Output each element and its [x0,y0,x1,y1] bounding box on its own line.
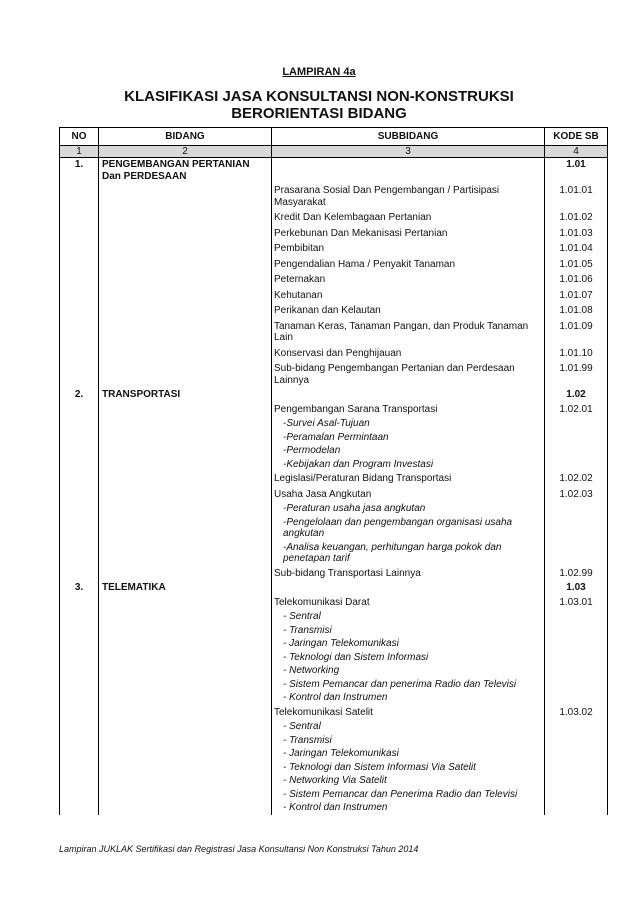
row-number [60,210,99,226]
subbidang-cell: - Networking [272,664,545,678]
row-number [60,651,99,665]
subbidang-cell: Usaha Jasa Angkutan [272,487,545,503]
subbidang-cell: - Jaringan Telekomunikasi [272,637,545,651]
kode-cell: 1.02.99 [545,566,608,582]
bidang-cell [99,705,272,721]
table-row [60,319,608,346]
subbidang-cell: - Kontrol dan Instrumen [272,801,545,815]
subbidang-cell: - Teknologi dan Sistem Informasi Via Satelit [272,761,545,775]
bidang-cell [99,624,272,638]
row-number [60,678,99,692]
table-row [60,664,608,678]
row-number [60,346,99,362]
bidang-cell [99,226,272,242]
table-row [60,346,608,362]
kode-cell [545,747,608,761]
kode-cell: 1.03 [545,581,608,595]
kode-cell: 1.03.02 [545,705,608,721]
kode-cell: 1.01.10 [545,346,608,362]
subbidang-cell: Sub-bidang Transportasi Lainnya [272,566,545,582]
kode-cell: 1.01.07 [545,288,608,304]
bidang-cell [99,417,272,431]
kode-cell [545,516,608,541]
kode-cell: 1.03.01 [545,595,608,611]
table-row [60,226,608,242]
subbidang-cell: Legislasi/Peraturan Bidang Transportasi [272,471,545,487]
bidang-cell [99,257,272,273]
row-number [60,431,99,445]
row-number [60,541,99,566]
table-row [60,417,608,431]
table-row [60,691,608,705]
row-number [60,761,99,775]
row-number [60,664,99,678]
table-row [60,272,608,288]
kode-cell: 1.01.99 [545,361,608,388]
row-number [60,610,99,624]
classification-table [59,127,608,815]
table-row [60,788,608,802]
subbidang-cell: -Kebijakan dan Program Investasi [272,458,545,472]
bidang-cell [99,774,272,788]
subbidang-cell: Perikanan dan Kelautan [272,303,545,319]
kode-cell [545,417,608,431]
subbidang-cell: Peternakan [272,272,545,288]
table-row [60,720,608,734]
row-number [60,458,99,472]
kode-cell [545,458,608,472]
kode-cell [545,502,608,516]
lampiran-label: LAMPIRAN 4a [282,66,356,78]
table-row [60,801,608,815]
table-row [60,610,608,624]
header-row [60,128,608,146]
kode-cell [545,610,608,624]
kode-cell: 1.01.01 [545,183,608,210]
column-number: 2 [99,146,272,158]
kode-cell [545,431,608,445]
bidang-cell [99,361,272,388]
subbidang-cell: - Sistem Pemancar dan Penerima Radio dan Televisi [272,788,545,802]
table-row [60,431,608,445]
row-number [60,303,99,319]
bidang-cell [99,637,272,651]
row-number [60,705,99,721]
row-number [60,691,99,705]
bidang-cell [99,502,272,516]
kode-cell [545,761,608,775]
kode-cell: 1.02 [545,388,608,402]
bidang-cell [99,272,272,288]
bidang-cell: TRANSPORTASI [99,388,272,402]
row-number [60,417,99,431]
kode-cell: 1.01.05 [545,257,608,273]
bidang-cell [99,747,272,761]
subbidang-cell: Tanaman Keras, Tanaman Pangan, dan Produk Tanaman Lain [272,319,545,346]
bidang-cell [99,595,272,611]
table-row [60,705,608,721]
bidang-cell [99,319,272,346]
bidang-cell [99,541,272,566]
subbidang-cell: Perkebunan Dan Mekanisasi Pertanian [272,226,545,242]
kode-cell: 1.02.01 [545,402,608,418]
table-row [60,210,608,226]
table-row [60,761,608,775]
bidang-cell [99,346,272,362]
row-number [60,516,99,541]
table-row [60,566,608,582]
column-number-row [60,146,608,158]
subbidang-cell: - Transmisi [272,624,545,638]
row-number [60,471,99,487]
row-number [60,319,99,346]
kode-cell [545,624,608,638]
row-number [60,444,99,458]
page-footer: Lampiran JUKLAK Sertifikasi dan Registrasi Jasa Konsultansi Non Konstruksi Tahun 2014 [59,844,419,854]
subbidang-cell: Pengembangan Sarana Transportasi [272,402,545,418]
kode-cell [545,444,608,458]
bidang-cell [99,734,272,748]
header-bidang: BIDANG [99,128,272,146]
subbidang-cell: - Networking Via Satelit [272,774,545,788]
row-number [60,272,99,288]
bidang-cell [99,678,272,692]
subbidang-cell: Telekomunikasi Satelit [272,705,545,721]
subbidang-cell [272,388,545,402]
column-number: 4 [545,146,608,158]
row-number [60,734,99,748]
table-row [60,487,608,503]
subbidang-cell: -Peraturan usaha jasa angkutan [272,502,545,516]
row-number [60,402,99,418]
subbidang-cell [272,581,545,595]
document-title [0,88,638,122]
kode-cell [545,774,608,788]
kode-cell: 1.01 [545,158,608,184]
row-number: 2. [60,388,99,402]
row-number [60,566,99,582]
kode-cell: 1.01.03 [545,226,608,242]
bidang-cell [99,458,272,472]
subbidang-cell: Sub-bidang Pengembangan Pertanian dan Perdesaan Lainnya [272,361,545,388]
table-row [60,241,608,257]
subbidang-cell: Kehutanan [272,288,545,304]
bidang-cell [99,516,272,541]
bidang-cell [99,691,272,705]
table-row [60,458,608,472]
row-number [60,241,99,257]
kode-cell: 1.02.02 [545,471,608,487]
bidang-cell: PENGEMBANGAN PERTANIAN Dan PERDESAAN [99,158,272,184]
bidang-cell [99,210,272,226]
bidang-cell [99,651,272,665]
subbidang-cell: Pengendalian Hama / Penyakit Tanaman [272,257,545,273]
kode-cell: 1.02.03 [545,487,608,503]
bidang-cell [99,241,272,257]
table-row [60,444,608,458]
bidang-cell [99,761,272,775]
bidang-cell [99,566,272,582]
bidang-cell [99,303,272,319]
subbidang-cell: -Pengelolaan dan pengembangan organisasi usaha angkutan [272,516,545,541]
row-number [60,361,99,388]
table-row [60,516,608,541]
kode-cell: 1.01.06 [545,272,608,288]
table-row [60,471,608,487]
kode-cell [545,788,608,802]
kode-cell: 1.01.04 [545,241,608,257]
subbidang-cell: -Permodelan [272,444,545,458]
row-number [60,288,99,304]
kode-cell: 1.01.08 [545,303,608,319]
subbidang-cell [272,158,545,184]
bidang-cell [99,288,272,304]
row-number [60,502,99,516]
row-number [60,595,99,611]
subbidang-cell: Konservasi dan Penghijauan [272,346,545,362]
subbidang-cell: Prasarana Sosial Dan Pengembangan / Partisipasi Masyarakat [272,183,545,210]
title-line-2: BERORIENTASI BIDANG [231,105,407,122]
header-kode: KODE SB [545,128,608,146]
row-number [60,774,99,788]
bidang-cell [99,444,272,458]
kode-cell [545,801,608,815]
bidang-cell [99,664,272,678]
table-row [60,581,608,595]
row-number [60,226,99,242]
subbidang-cell: Kredit Dan Kelembagaan Pertanian [272,210,545,226]
subbidang-cell: -Peramalan Permintaan [272,431,545,445]
column-number: 3 [272,146,545,158]
header-no: NO [60,128,99,146]
title-line-1: KLASIFIKASI JASA KONSULTANSI NON-KONSTRUKSI [124,88,514,105]
row-number [60,183,99,210]
kode-cell [545,651,608,665]
table-row [60,774,608,788]
bidang-cell [99,801,272,815]
subbidang-cell: - Sentral [272,720,545,734]
row-number [60,257,99,273]
row-number [60,788,99,802]
table-row [60,637,608,651]
header-subbidang: SUBBIDANG [272,128,545,146]
kode-cell [545,720,608,734]
subbidang-cell: - Jaringan Telekomunikasi [272,747,545,761]
row-number [60,487,99,503]
kode-cell: 1.01.02 [545,210,608,226]
kode-cell [545,637,608,651]
bidang-cell: TELEMATIKA [99,581,272,595]
bidang-cell [99,471,272,487]
subbidang-cell: - Kontrol dan Instrumen [272,691,545,705]
row-number [60,720,99,734]
table-row [60,678,608,692]
table-row [60,158,608,184]
table-row [60,183,608,210]
table-row [60,303,608,319]
table-row [60,595,608,611]
kode-cell [545,664,608,678]
table-row [60,541,608,566]
subbidang-cell: Pembibitan [272,241,545,257]
kode-cell [545,734,608,748]
table-row [60,288,608,304]
table-row [60,651,608,665]
bidang-cell [99,183,272,210]
kode-cell [545,691,608,705]
table-row [60,502,608,516]
row-number: 1. [60,158,99,184]
table-row [60,388,608,402]
row-number [60,747,99,761]
column-number: 1 [60,146,99,158]
subbidang-cell: Telekomunikasi Darat [272,595,545,611]
bidang-cell [99,788,272,802]
table-row [60,361,608,388]
table-body [60,158,608,815]
subbidang-cell: - Transmisi [272,734,545,748]
bidang-cell [99,487,272,503]
bidang-cell [99,610,272,624]
bidang-cell [99,431,272,445]
table-row [60,402,608,418]
table-row [60,624,608,638]
subbidang-cell: - Sentral [272,610,545,624]
subbidang-cell: - Teknologi dan Sistem Informasi [272,651,545,665]
row-number [60,801,99,815]
subbidang-cell: -Survei Asal-Tujuan [272,417,545,431]
row-number [60,637,99,651]
table-row [60,257,608,273]
table-row [60,747,608,761]
kode-cell [545,541,608,566]
table-row [60,734,608,748]
row-number: 3. [60,581,99,595]
kode-cell [545,678,608,692]
kode-cell: 1.01.09 [545,319,608,346]
row-number [60,624,99,638]
subbidang-cell: -Analisa keuangan, perhitungan harga pokok dan penetapan tarif [272,541,545,566]
bidang-cell [99,402,272,418]
bidang-cell [99,720,272,734]
subbidang-cell: - Sistem Pemancar dan penerima Radio dan Televisi [272,678,545,692]
